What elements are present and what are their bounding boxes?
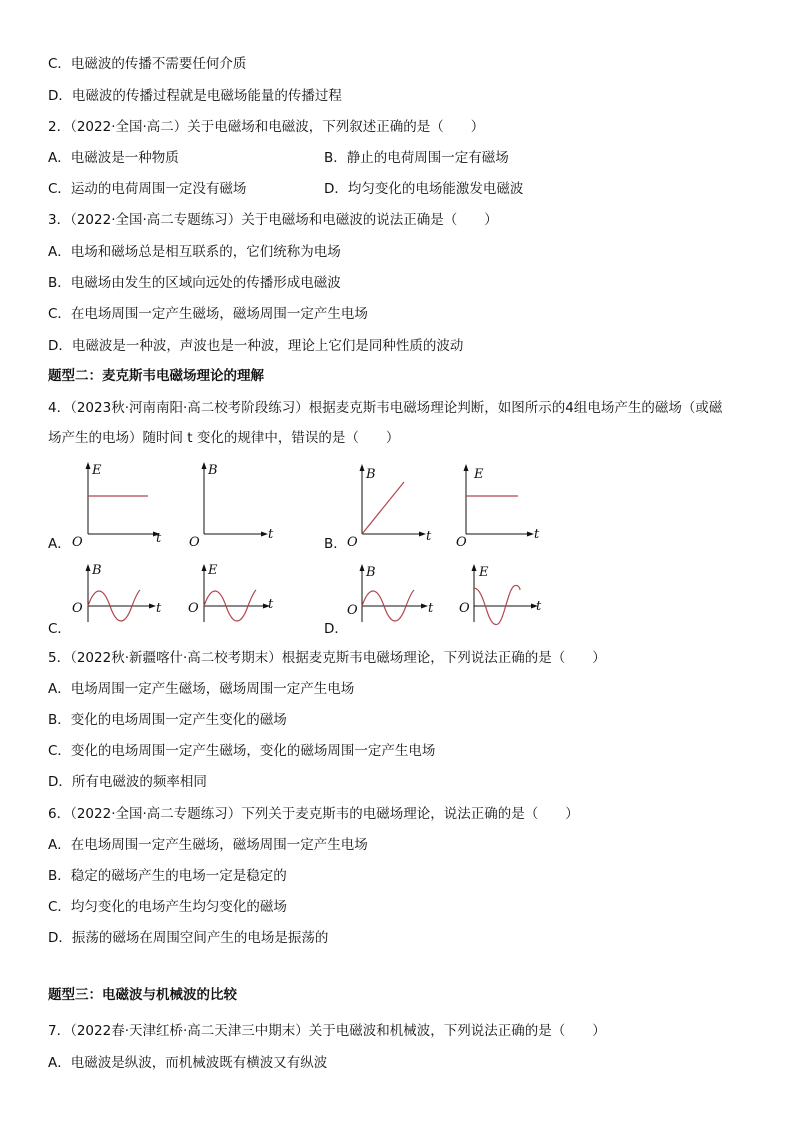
axis-label-b: B — [366, 565, 376, 580]
axis-label-t: t — [428, 601, 434, 616]
q3-stem: 3．（2022·全国·高二专题练习）关于电磁场和电磁波的说法正确是（ ） — [48, 212, 498, 228]
axis-label-t: t — [156, 531, 162, 546]
graph-c2 — [186, 560, 286, 632]
q6-option-b: B．稳定的磁场产生的电场一定是稳定的 — [48, 868, 287, 884]
q2-option-d: D．均匀变化的电场能激发电磁波 — [324, 181, 524, 197]
axis-label-e: E — [208, 563, 218, 578]
axis-label-e: E — [479, 565, 489, 580]
origin-label: O — [189, 535, 200, 550]
q3-option-c: C．在电场周围一定产生磁场，磁场周围一定产生电场 — [48, 306, 368, 322]
q6-option-c: C．均匀变化的电场产生均匀变化的磁场 — [48, 899, 287, 915]
q2-option-a: A．电磁波是一种物质 — [48, 150, 179, 166]
origin-label: O — [459, 601, 470, 616]
q6-option-a: A．在电场周围一定产生磁场，磁场周围一定产生电场 — [48, 837, 368, 853]
q4-label-d: D． — [324, 621, 348, 637]
graph-b1 — [344, 462, 444, 554]
axis-label-b: B — [208, 463, 218, 478]
q4-label-c: C． — [48, 621, 71, 637]
axis-label-t: t — [534, 527, 540, 542]
origin-label: O — [347, 535, 358, 550]
q1-option-c: C．电磁波的传播不需要任何介质 — [48, 56, 247, 72]
section-title-3: 题型三：电磁波与机械波的比较 — [48, 987, 237, 1003]
q3-option-d: D．电磁波是一种波，声波也是一种波，理论上它们是同种性质的波动 — [48, 338, 464, 354]
axis-label-t: t — [536, 599, 542, 614]
axis-label-b: B — [92, 563, 102, 578]
q5-option-b: B．变化的电场周围一定产生变化的磁场 — [48, 712, 287, 728]
q7-stem: 7．（2022春·天津红桥·高二天津三中期末）关于电磁波和机械波，下列说法正确的是（ ） — [48, 1023, 606, 1039]
axis-label-e: E — [474, 467, 484, 482]
graph-d2 — [456, 560, 556, 632]
q5-option-d: D．所有电磁波的频率相同 — [48, 774, 207, 790]
q2-option-c: C．运动的电荷周围一定没有磁场 — [48, 181, 247, 197]
axis-label-e: E — [92, 463, 102, 478]
q3-option-b: B．电磁场由发生的区域向远处的传播形成电磁波 — [48, 275, 341, 291]
graph-b2 — [456, 462, 556, 554]
origin-label: O — [72, 601, 83, 616]
graph-a1 — [70, 460, 170, 554]
q5-option-c: C．变化的电场周围一定产生磁场，变化的磁场周围一定产生电场 — [48, 743, 436, 759]
axis-label-t: t — [426, 529, 432, 544]
axis-label-t: t — [268, 527, 274, 542]
axis-label-t: t — [268, 597, 274, 612]
q5-option-a: A．电场周围一定产生磁场，磁场周围一定产生电场 — [48, 681, 355, 697]
q4-label-b: B． — [324, 536, 347, 552]
origin-label: O — [72, 535, 83, 550]
axis-label-t: t — [156, 601, 162, 616]
q4-stem-line1: 4．（2023秋·河南南阳·高二校考阶段练习）根据麦克斯韦电磁场理论判断，如图所示的4组电场产生的磁场（或磁 — [48, 400, 723, 416]
section-title-2: 题型二：麦克斯韦电磁场理论的理解 — [48, 368, 264, 384]
graph-a2 — [186, 460, 286, 554]
origin-label: O — [347, 603, 358, 618]
q1-option-d: D．电磁波的传播过程就是电磁场能量的传播过程 — [48, 88, 342, 104]
curve-cosine — [474, 585, 520, 624]
curve-linear — [362, 482, 404, 534]
q5-stem: 5．（2022秋·新疆喀什·高二校考期末）根据麦克斯韦电磁场理论，下列说法正确的是（ ） — [48, 650, 606, 666]
q6-option-d: D．振荡的磁场在周围空间产生的电场是振荡的 — [48, 930, 329, 946]
origin-label: O — [188, 601, 199, 616]
q3-option-a: A．电场和磁场总是相互联系的，它们统称为电场 — [48, 244, 341, 260]
origin-label: O — [456, 535, 467, 550]
q7-option-a: A．电磁波是纵波，而机械波既有横波又有纵波 — [48, 1055, 328, 1071]
q2-stem: 2．（2022·全国·高二）关于电磁场和电磁波，下列叙述正确的是（ ） — [48, 119, 485, 135]
q4-stem-line2: 场产生的电场）随时间 t 变化的规律中，错误的是（ ） — [48, 430, 400, 446]
graph-d1 — [344, 560, 444, 632]
q4-label-a: A． — [48, 536, 71, 552]
axis-label-b: B — [366, 467, 376, 482]
q2-option-b: B．静止的电荷周围一定有磁场 — [324, 150, 509, 166]
q6-stem: 6．（2022·全国·高二专题练习）下列关于麦克斯韦的电磁场理论，说法正确的是（ ） — [48, 806, 579, 822]
graph-c1 — [70, 560, 170, 632]
